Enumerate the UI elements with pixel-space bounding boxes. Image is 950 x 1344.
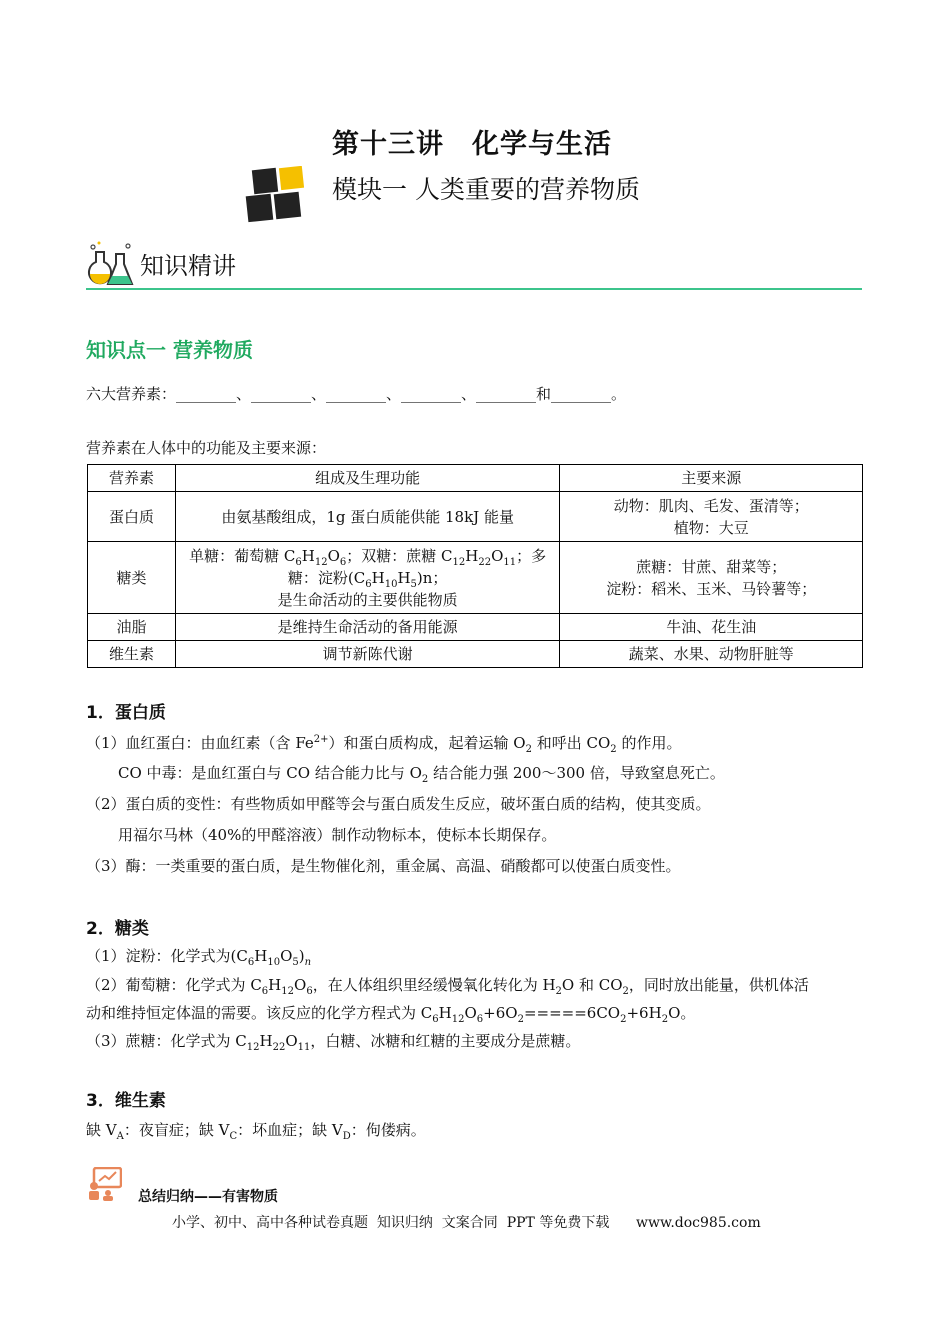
nutrient-table: [87, 464, 863, 668]
table-intro: 营养素在人体中的功能及主要来源：: [86, 439, 327, 457]
protein-heading: 1．蛋白质: [86, 703, 166, 723]
nutrient-name: 蛋白质: [88, 492, 176, 542]
nutrient-source: [560, 542, 863, 614]
nutrient-function: [175, 542, 560, 614]
vitamin-heading: 3．维生素: [86, 1091, 166, 1111]
table-row: [88, 492, 863, 542]
nutrient-source: 牛油、花生油: [560, 614, 863, 641]
vitamin-paragraph: 缺 $V_A$：夜盲症；缺 $V_C$：坏血症；缺 $V_D$：佝偻病。: [86, 1121, 426, 1142]
sugar-heading: 2．糖类: [86, 919, 149, 939]
function-line: 单糖：葡萄糖 $C_6H_{12}O_6$；双糖：蔗糖 $C_{12}H_{22}O_{11}$；多: [189, 546, 547, 568]
teacher-board-icon: [88, 1167, 122, 1201]
table-header: 主要来源: [560, 465, 863, 492]
sugar-paragraph: （1）淀粉：化学式为$(C_6H_{10}O_5)_n$: [86, 947, 312, 968]
source-line: 蔗糖：甘蔗、甜菜等；: [636, 557, 787, 576]
nutrient-function: 是维持生命活动的备用能源: [175, 614, 560, 641]
section-divider: [86, 288, 862, 290]
protein-paragraph: 用福尔马林（40%的甲醛溶液）制作动物标本，使标本长期保存。: [118, 826, 557, 844]
source-line: 动物：肌肉、毛发、蛋清等；: [613, 496, 809, 515]
sugar-paragraph: （3）蔗糖：化学式为 $C_{12}H_{22}O_{11}$，白糖、冰糖和红糖的主要成分是蔗糖。: [86, 1032, 581, 1053]
function-line: 是生命活动的主要供能物质: [277, 590, 458, 609]
protein-paragraph: （3）酶：一类重要的蛋白质，是生物催化剂，重金属、高温、硝酸都可以使蛋白质变性。: [86, 857, 681, 875]
nutrient-function: 调节新陈代谢: [175, 641, 560, 668]
lecture-title: 第十三讲 化学与生活: [332, 129, 612, 160]
sugar-paragraph: 动和维持恒定体温的需要。该反应的化学方程式为 $C_6H_{12}O_6+6O_2=====6CO_2+6H_2O$。: [86, 1004, 696, 1025]
protein-paragraph: （2）蛋白质的变性：有些物质如甲醛等会与蛋白质发生反应，破坏蛋白质的结构，使其变质。: [86, 795, 711, 813]
protein-paragraph: CO 中毒：是血红蛋白与 CO 结合能力比与 $O_2$ 结合能力强 200～300 倍，导致窒息死亡。: [118, 764, 725, 785]
table-header: 营养素: [88, 465, 176, 492]
table-row: [88, 641, 863, 668]
nutrient-name: 维生素: [88, 641, 176, 668]
table-header: 组成及生理功能: [175, 465, 560, 492]
source-line: 淀粉：稻米、玉米、马铃薯等；: [606, 579, 817, 598]
module-title: 模块一 人类重要的营养物质: [332, 175, 640, 204]
section-title: 知识精讲: [140, 252, 236, 280]
table-row: [88, 614, 863, 641]
six-nutrients-line: 六大营养素：________、________、________、________、________和________。: [86, 385, 627, 403]
nutrient-source: [560, 492, 863, 542]
table-header-row: [88, 465, 863, 492]
summary-title: 总结归纳——有害物质: [138, 1189, 278, 1205]
table-row: [88, 542, 863, 614]
function-line: 糖：淀粉$(C_6H_{10}H_5)n$；: [287, 568, 448, 590]
footer-text: 小学、初中、高中各种试卷真题 知识归纳 文案合同 PPT 等免费下载 www.doc985.com: [172, 1215, 761, 1231]
knowledge-point-title: 知识点一 营养物质: [86, 338, 253, 362]
nutrient-source: 蔬菜、水果、动物肝脏等: [560, 641, 863, 668]
section-header: [86, 238, 862, 290]
protein-paragraph: （1）血红蛋白：由血红素（含 $Fe^{2+}$）和蛋白质构成，起着运输 $O_2$ 和呼出 $CO_2$ 的作用。: [86, 734, 682, 755]
nutrient-function: 由氨基酸组成，1g 蛋白质能供能 18kJ 能量: [175, 492, 560, 542]
flask-icon: [86, 238, 136, 288]
nutrient-name: 糖类: [88, 542, 176, 614]
source-line: 植物：大豆: [673, 518, 749, 537]
nutrient-name: 油脂: [88, 614, 176, 641]
sugar-paragraph: （2）葡萄糖：化学式为 $C_6H_{12}O_6$，在人体组织里经缓慢氧化转化为 $H_2O$ 和 $CO_2$，同时放出能量，供机体活: [86, 976, 809, 997]
logo-blocks-icon: [244, 166, 306, 224]
